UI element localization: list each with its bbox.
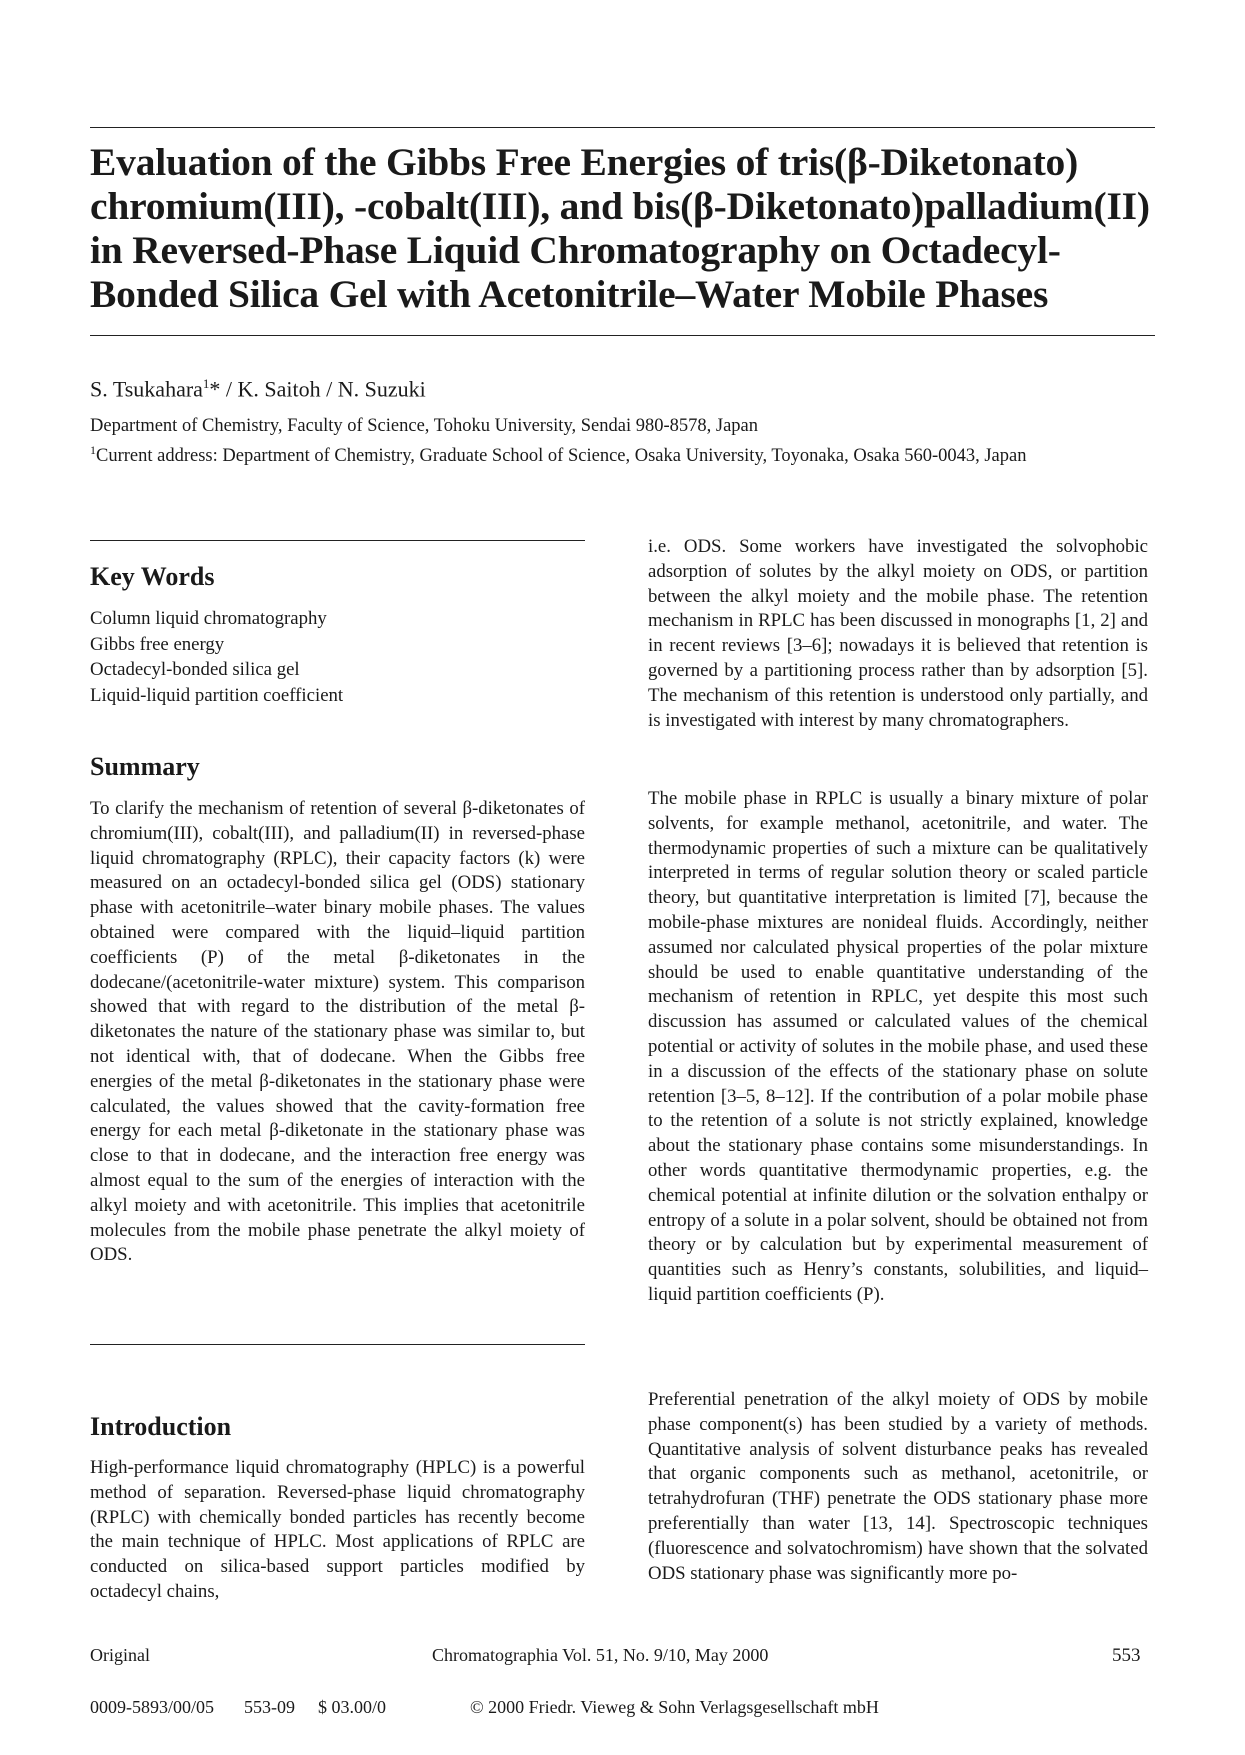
affiliation-line-2 bbox=[90, 438, 1165, 468]
keyword-item: Column liquid chromatography bbox=[90, 608, 327, 629]
affiliations bbox=[90, 414, 1165, 468]
title-bottom-rule bbox=[90, 335, 1155, 336]
footer-page-number: 553 bbox=[1112, 1645, 1141, 1666]
body-paragraph-2: The mobile phase in RPLC is usually a binary mixture of polar solvents, for example methanol, acetonitrile, and water. The thermodynamic properties of such a mixture can be qualitatively interpreted in terms of regular solution theory or scaled particle theory, but quantitative interpretation is limited [7], because the mobile-phase mixtures are nonideal fluids. Accordingly, neither assumed nor calculated physical properties of the polar mixture should be used to enable quantitative understanding of the mechanism of retention in RPLC, yet despite this most such discussion has assumed or calculated values of the chemical potential or activity of solutes in the mobile phase, and used these in a discussion of the effects of the stationary phase on solute retention [3–5, 8–12]. If the contribution of a polar mobile phase to the retention of a solute is not strictly explained, knowledge about the stationary phase contains some misunderstandings. In other words quantitative thermodynamic properties, e.g. the chemical potential at infinite dilution or the solvation enthalpy or entropy of a solute in a polar solvent, should be obtained not from theory or by calculation but by experimental measurement of quantities such as Henry’s constants, solubilities, and liquid–liquid partition coefficients (P). bbox=[648, 788, 1148, 1305]
affiliation-current-address: Current address: Department of Chemistry, Graduate School of Science, Osaka University, Toyonaka, Osaka 560-0043, Japan bbox=[96, 446, 1027, 467]
affiliation-superscript: 1 bbox=[90, 443, 96, 457]
summary-heading: Summary bbox=[90, 752, 200, 781]
keyword-item: Liquid-liquid partition coefficient bbox=[90, 684, 344, 706]
author-first: S. Tsukahara bbox=[90, 376, 203, 402]
title-top-rule bbox=[90, 127, 1155, 128]
keyword-item: Gibbs free energy bbox=[90, 633, 225, 655]
introduction-heading: Introduction bbox=[90, 1412, 232, 1441]
body-paragraph-1: i.e. ODS. Some workers have investigated the solvophobic adsorption of solutes by the alkyl moiety on ODS, or partition between the alkyl moiety and the mobile phase. The retention mechanism in RPLC has been discussed in monographs [1, 2] and in recent reviews [3–6]; nowadays it is believed that retention is governed by a partitioning process rather than by adsorption [5]. The mechanism of this retention is understood only partially, and is investigated with interest by many chromatographers. bbox=[648, 536, 1148, 731]
body-paragraph-3: Preferential penetration of the alkyl moiety of ODS by mobile phase component(s) has been studied by a variety of methods. Quantitative analysis of solvent disturbance peaks has revealed that organic components such as methanol, acetonitrile, or tetrahydrofuran (THF) penetrate the ODS stationary phase more preferentially than water [13, 14]. Spectroscopic techniques (fluorescence and solvatochromism) have shown that the solvated ODS stationary phase was significantly more po- bbox=[648, 1389, 1148, 1584]
summary-text: To clarify the mechanism of retention of several β-diketonates of chromium(III), cobalt(III), and palladium(II) in reversed-phase liquid chromatography (RPLC), their capacity factors (k) were measured on an octadecyl-bonded silica gel (ODS) stationary phase with acetonitrile–water binary mobile phases. The values obtained were compared with the liquid–liquid partition coefficients (P) of the metal β-diketonates in the dodecane/(acetonitrile-water mixture) system. This comparison showed that with regard to the distribution of the metal β-diketonates the nature of the stationary phase was similar to, but not identical with, that of dodecane. When the Gibbs free energies of the metal β-diketonates in the stationary phase were calculated, the values showed that the cavity-formation free energy for each metal β-diketonate in the stationary phase was close to that in dodecane, and the interaction free energy was almost equal to the sum of the energies of interaction with the alkyl moiety and with acetonitrile. This implies that acetonitrile molecules from the mobile phase penetrate the alkyl moiety of ODS. bbox=[90, 798, 585, 1266]
keyword-item: Octadecyl-bonded silica gel bbox=[90, 659, 300, 680]
footer-label: Original bbox=[90, 1645, 150, 1665]
keywords-heading: Key Words bbox=[90, 562, 215, 591]
keywords-list bbox=[90, 606, 343, 708]
footer-price: $ 03.00/0 bbox=[318, 1697, 387, 1717]
footer-pages: 553-09 bbox=[244, 1697, 295, 1717]
affiliation-line-1: Department of Chemistry, Faculty of Science, Tohoku University, Sendai 980-8578, Japan bbox=[90, 416, 758, 436]
article-title: Evaluation of the Gibbs Free Energies of tris(β-Diketonato) chromium(III), -cobalt(III), and bis(β-Diketonato)palladium(II) in Reversed-Phase Liquid Chromatography on Octadecyl-Bonded Silica Gel with Acetonitrile–Water Mobile Phases bbox=[90, 140, 1150, 316]
author-superscript: 1 bbox=[202, 376, 210, 391]
introduction-text: High-performance liquid chromatography (HPLC) is a powerful method of separation. Reversed-phase liquid chromatography (RPLC) with chemically bonded particles has recently become the main technique of HPLC. Most applications of RPLC are conducted on silica-based support particles modified by octadecyl chains, bbox=[90, 1457, 585, 1602]
summary-bottom-rule bbox=[90, 1344, 585, 1345]
author-line bbox=[90, 376, 426, 402]
footer-journal: Chromatographia Vol. 51, No. 9/10, May 2000 bbox=[432, 1645, 769, 1665]
author-rest: * / K. Saitoh / N. Suzuki bbox=[209, 376, 426, 402]
footer-copyright: © 2000 Friedr. Vieweg & Sohn Verlagsgesellschaft mbH bbox=[470, 1697, 879, 1717]
footer-issn: 0009-5893/00/05 bbox=[90, 1697, 214, 1717]
keywords-top-rule bbox=[90, 540, 585, 541]
